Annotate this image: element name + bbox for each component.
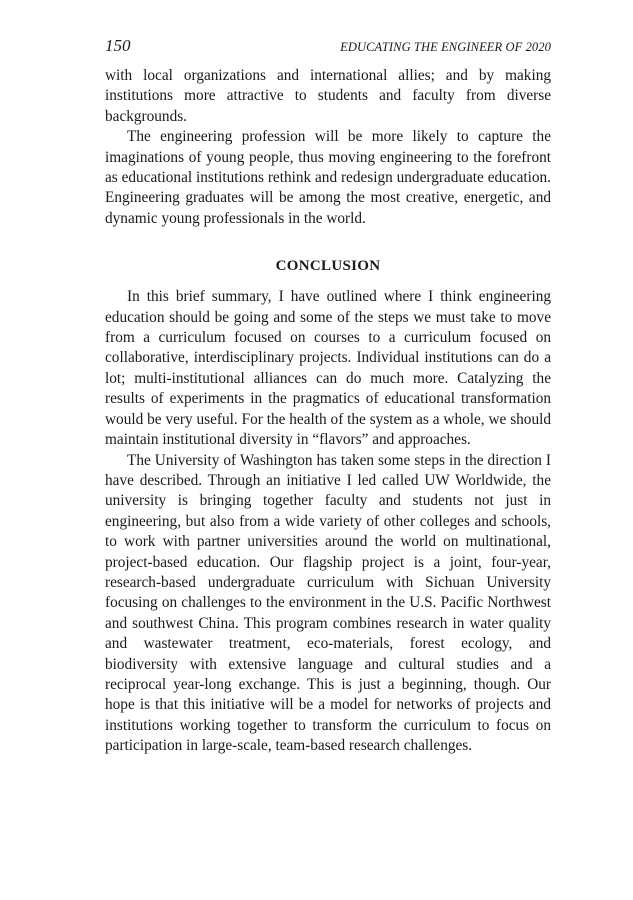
paragraph: The engineering profession will be more likely to capture the imaginations of young people, thus moving engineering to the forefront as educational institutions rethink and redesign undergraduate education. Engineering graduates will be among the most creative, energetic, and dynamic young professionals in the world. <box>105 128 551 227</box>
paragraph: The University of Washington has taken some steps in the direction I have described. Through an initiative I led called UW Worldwide, the university is bringing together faculty and students not just in engineering, but also from a wide variety of other colleges and schools, to work with partner universities around the world on multinational, project-based education. Our flagship project is a joint, four-year, research-based undergraduate curriculum with Sichuan University focusing on challenges to the environment in the U.S. Pacific Northwest and southwest China. This program combines research in water quality and wastewater treatment, eco-materials, forest ecology, and biodiversity with extensive language and cultural studies and a reciprocal year-long exchange. This is just a beginning, though. Our hope is that this initiative will be a model for networks of projects and institutions working together to transform the curriculum to focus on participation in large-scale, team-based research challenges. <box>105 451 551 755</box>
book-page <box>105 36 551 757</box>
running-head <box>105 36 551 66</box>
body-text <box>105 66 551 757</box>
paragraph: In this brief summary, I have outlined where I think engineering education should be going and some of the steps we must take to move from a curriculum focused on courses to a curriculum focused on collaborative, interdisciplinary projects. Individual institutions can do a lot; multi-institutional alliances can do much more. Catalyzing the results of experiments in the pragmatics of educational transformation would be very useful. For the health of the system as a whole, we should maintain institutional diversity in “flavors” and approaches. <box>105 288 551 449</box>
section-heading: CONCLUSION <box>275 258 381 275</box>
page-number: 150 <box>105 36 131 55</box>
running-title: EDUCATING THE ENGINEER OF 2020 <box>340 40 551 54</box>
paragraph: with local organizations and international allies; and by making institutions more attractive to students and faculty from diverse backgrounds. <box>105 67 551 125</box>
